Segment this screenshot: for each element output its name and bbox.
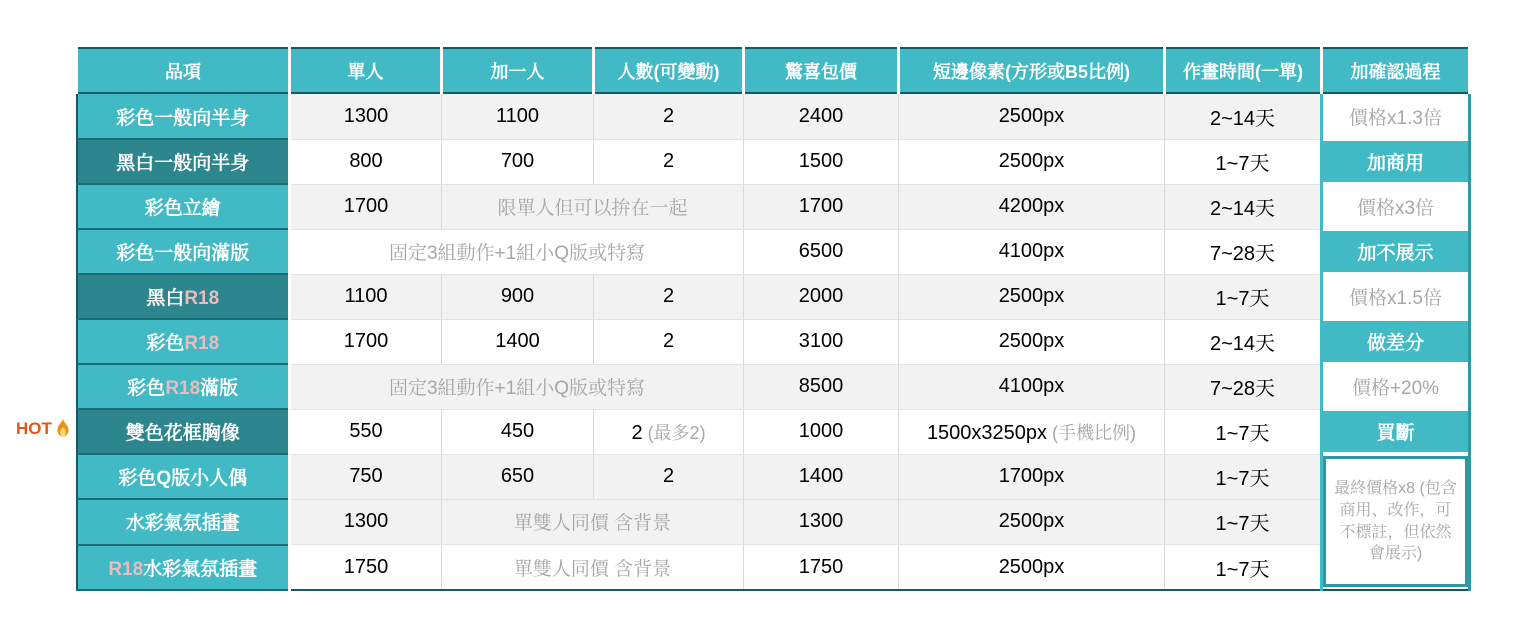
- cell-pack-price: 1750: [744, 545, 899, 590]
- col-header-single: 單人: [290, 48, 442, 93]
- cell-pixels: 2500px: [899, 319, 1165, 364]
- cell-pixels: 4200px: [899, 184, 1165, 229]
- item-label: 彩色Q版小人偶: [77, 454, 290, 499]
- flame-icon: [55, 419, 71, 439]
- confirm-box: 價格x1.5倍: [1323, 276, 1468, 317]
- table-row: [77, 274, 1470, 319]
- cell-pack-price: 1300: [744, 499, 899, 544]
- col-header-time: 作畫時間(一單): [1165, 48, 1322, 93]
- r18-accent: R18: [108, 558, 144, 580]
- cell-time: 1~7天: [1165, 499, 1322, 544]
- cell-pack-price: 1700: [744, 184, 899, 229]
- cell-confirm: [1322, 139, 1470, 184]
- cell-confirm-merged: [1322, 454, 1470, 590]
- count-note: (最多2): [647, 422, 706, 443]
- cell-count: 2: [594, 139, 744, 184]
- cell-pixels: 4100px: [899, 229, 1165, 274]
- cell-count: 2 (最多2): [594, 409, 744, 454]
- cell-pack-price: 3100: [744, 319, 899, 364]
- cell-single: 1700: [290, 319, 442, 364]
- cell-confirm: [1322, 93, 1470, 139]
- hot-label: HOT: [16, 419, 52, 438]
- cell-confirm: [1322, 184, 1470, 229]
- cell-time: 1~7天: [1165, 454, 1322, 499]
- table-row: [77, 545, 1470, 590]
- cell-pixels: 1500x3250px (手機比例): [899, 409, 1165, 454]
- cell-plus-one: 650: [442, 454, 594, 499]
- confirm-box: 做差分: [1323, 321, 1468, 362]
- cell-pixels: 1700px: [899, 454, 1165, 499]
- cell-plus-one: 1100: [442, 93, 594, 139]
- table-row: [77, 139, 1470, 184]
- cell-single: 800: [290, 139, 442, 184]
- cell-time: 7~28天: [1165, 364, 1322, 409]
- cell-plus-one: 1400: [442, 319, 594, 364]
- cell-pack-price: 1500: [744, 139, 899, 184]
- hot-badge: [16, 419, 71, 439]
- confirm-box: 價格x1.3倍: [1323, 96, 1468, 137]
- cell-confirm: [1322, 364, 1470, 409]
- cell-note: 單雙人同價 含背景: [442, 499, 744, 544]
- confirm-box: 價格x3倍: [1323, 186, 1468, 227]
- cell-note: 固定3組動作+1組小Q版或特寫: [290, 364, 744, 409]
- cell-pixels: 4100px: [899, 364, 1165, 409]
- confirm-box: 加不展示: [1323, 231, 1468, 272]
- item-label: 彩色R18滿版: [77, 364, 290, 409]
- table-row: [77, 229, 1470, 274]
- cell-confirm: [1322, 274, 1470, 319]
- item-label: 水彩氣氛插畫: [77, 499, 290, 544]
- cell-time: 7~28天: [1165, 229, 1322, 274]
- item-label: 雙色花框胸像: [77, 409, 290, 454]
- item-label: 彩色立繪: [77, 184, 290, 229]
- cell-confirm: [1322, 409, 1470, 454]
- cell-single: 750: [290, 454, 442, 499]
- table-row: [77, 499, 1470, 544]
- confirm-box: 價格+20%: [1323, 366, 1468, 407]
- table-row: [77, 409, 1470, 454]
- pricing-table: [75, 47, 1471, 591]
- cell-note: 固定3組動作+1組小Q版或特寫: [290, 229, 744, 274]
- cell-time: 1~7天: [1165, 274, 1322, 319]
- cell-pack-price: 2400: [744, 93, 899, 139]
- table-row: [77, 364, 1470, 409]
- cell-note: 限單人但可以拚在一起: [442, 184, 744, 229]
- cell-count: 2: [594, 454, 744, 499]
- item-label: 彩色一般向半身: [77, 93, 290, 139]
- cell-plus-one: 700: [442, 139, 594, 184]
- cell-time: 1~7天: [1165, 139, 1322, 184]
- cell-single: 1300: [290, 93, 442, 139]
- col-header-pack-price: 驚喜包價: [744, 48, 899, 93]
- cell-plus-one: 900: [442, 274, 594, 319]
- cell-time: 2~14天: [1165, 184, 1322, 229]
- cell-time: 1~7天: [1165, 545, 1322, 590]
- confirm-box: 買斷: [1323, 411, 1468, 452]
- cell-single: 1700: [290, 184, 442, 229]
- cell-count: 2: [594, 274, 744, 319]
- table-row: [77, 454, 1470, 499]
- col-header-plus-one: 加一人: [442, 48, 594, 93]
- cell-pixels: 2500px: [899, 545, 1165, 590]
- cell-pack-price: 8500: [744, 364, 899, 409]
- confirm-box: 加商用: [1323, 141, 1468, 182]
- r18-accent: R18: [165, 378, 201, 399]
- table-row: [77, 184, 1470, 229]
- cell-confirm: [1322, 229, 1470, 274]
- cell-time: 2~14天: [1165, 319, 1322, 364]
- cell-single: 1300: [290, 499, 442, 544]
- cell-pack-price: 6500: [744, 229, 899, 274]
- col-header-count: 人數(可變動): [594, 48, 744, 93]
- item-label: 彩色R18: [77, 319, 290, 364]
- cell-pack-price: 1000: [744, 409, 899, 454]
- cell-count: 2: [594, 93, 744, 139]
- col-header-item: 品項: [77, 48, 290, 93]
- cell-confirm: [1322, 319, 1470, 364]
- cell-plus-one: 450: [442, 409, 594, 454]
- item-label: 彩色一般向滿版: [77, 229, 290, 274]
- cell-count: 2: [594, 319, 744, 364]
- cell-pixels: 2500px: [899, 274, 1165, 319]
- col-header-confirm: 加確認過程: [1322, 48, 1470, 93]
- pixels-note: (手機比例): [1052, 422, 1137, 443]
- r18-accent: R18: [184, 333, 220, 354]
- cell-single: 1100: [290, 274, 442, 319]
- cell-pack-price: 1400: [744, 454, 899, 499]
- col-header-pixels: 短邊像素(方形或B5比例): [899, 48, 1165, 93]
- cell-time: 1~7天: [1165, 409, 1322, 454]
- cell-single: 550: [290, 409, 442, 454]
- item-label: R18水彩氣氛插畫: [77, 545, 290, 590]
- cell-time: 2~14天: [1165, 93, 1322, 139]
- table-row: [77, 93, 1470, 139]
- r18-accent: R18: [184, 288, 220, 309]
- confirm-merged-box: 最終價格x8 (包含商用、改作，可不標註，但依然會展示): [1323, 456, 1468, 587]
- cell-note: 單雙人同價 含背景: [442, 545, 744, 590]
- item-label: 黑白R18: [77, 274, 290, 319]
- item-label: 黑白一般向半身: [77, 139, 290, 184]
- cell-single: 1750: [290, 545, 442, 590]
- header-row: [77, 48, 1470, 93]
- cell-pixels: 2500px: [899, 139, 1165, 184]
- cell-pixels: 2500px: [899, 499, 1165, 544]
- table-row: [77, 319, 1470, 364]
- cell-pack-price: 2000: [744, 274, 899, 319]
- cell-pixels: 2500px: [899, 93, 1165, 139]
